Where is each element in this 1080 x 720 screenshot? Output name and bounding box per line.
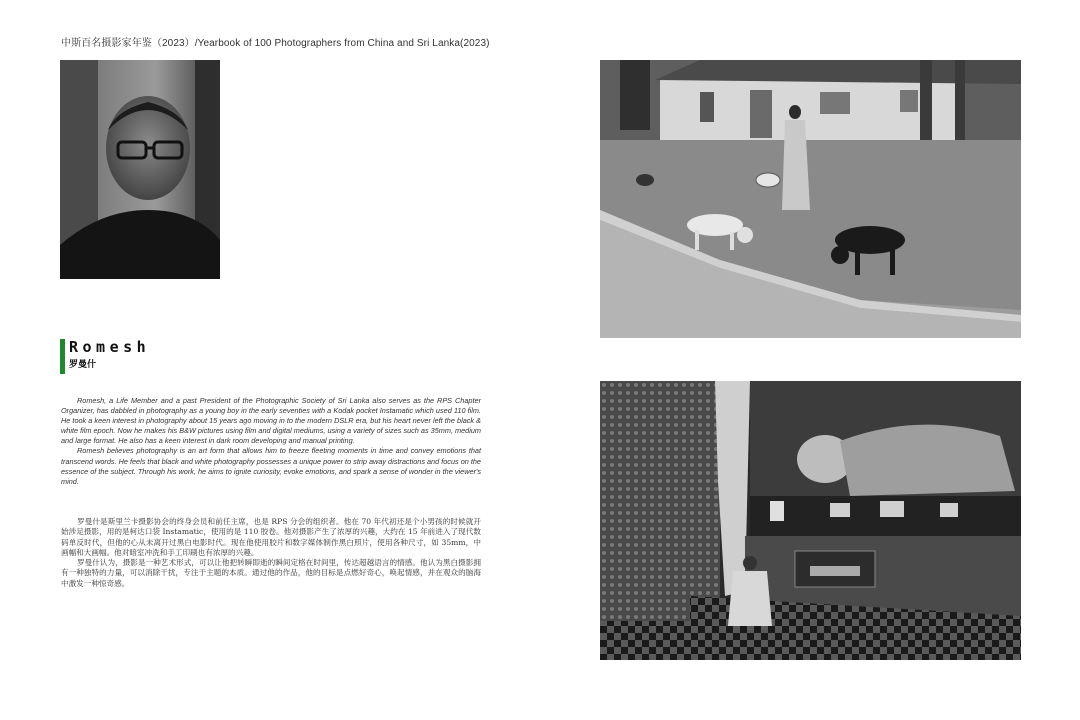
temple-reclining-buddha-photo <box>600 381 1021 660</box>
bio-cn-paragraph: 罗曼什认为，摄影是一种艺术形式，可以让他把转瞬即逝的瞬间定格在时间里，传达超越语言的情感。他认为黑白摄影拥有一种独特的力量，可以消除干扰，专注于主题的本质。通过他的作品，他的目标是点燃好奇心，唤起情感，并在观众的脑海中激发一种惊奇感。 <box>61 558 481 588</box>
bio-chinese <box>61 517 481 589</box>
bio-english <box>61 396 481 487</box>
photographer-name-en: Romesh <box>69 338 151 356</box>
portrait-photo <box>60 60 220 279</box>
bio-cn-paragraph: 罗曼什是斯里兰卡摄影协会的终身会员和前任主席，也是 RPS 分会的组织者。他在 70 年代初还是个小男孩的时候就开始涉足摄影，用的是柯达口袋 Instamatic，使用的是 110 胶卷。他对摄影产生了浓厚的兴趣，大约在 15 年前进入了现代数码单反时代，但他的心从未离开过黑白电影时代。现在他使用胶片和数字媒体制作黑白照片，使用各种尺寸，如 35mm，中画幅和大画幅。他对暗室冲洗和手工印刷也有浓厚的兴趣。 <box>61 517 481 557</box>
photographer-name-block <box>60 339 150 374</box>
page-header: 中斯百名摄影家年鉴（2023）/Yearbook of 100 Photographers from China and Sri Lanka(2023) <box>61 38 490 49</box>
bio-en-paragraph: Romesh believes photography is an art form that allows him to freeze fleeting moments in time and convey emotions that transcend words. He feels that black and white photography possesses a unique power to strip away distractions and focus on the essence of the subject. Through his work, he aims to ignite curiosity, evoke emotions, and spark a sense of wonder in the viewer's mind. <box>61 446 481 486</box>
photographer-name-cn: 罗曼什 <box>69 359 97 369</box>
street-dogs-monk-photo <box>600 60 1021 338</box>
bio-en-paragraph: Romesh, a Life Member and a past President of the Photographic Society of Sri Lanka also serves as the RPS Chapter Organizer, has dabbled in photography as a young boy in the early seventies with a Kodak pocket Instamatic which used 110 film. He took a keen interest in photography about 15 years ago moving in to the modern DSLR era, but his heart never left the black & white film epoch. Now he makes his B&W pictures using film and digital mediums, using a variety of sizes such as 35mm, medium and large format. He also has a keen interest in dark room developing and manual printing. <box>61 396 481 446</box>
